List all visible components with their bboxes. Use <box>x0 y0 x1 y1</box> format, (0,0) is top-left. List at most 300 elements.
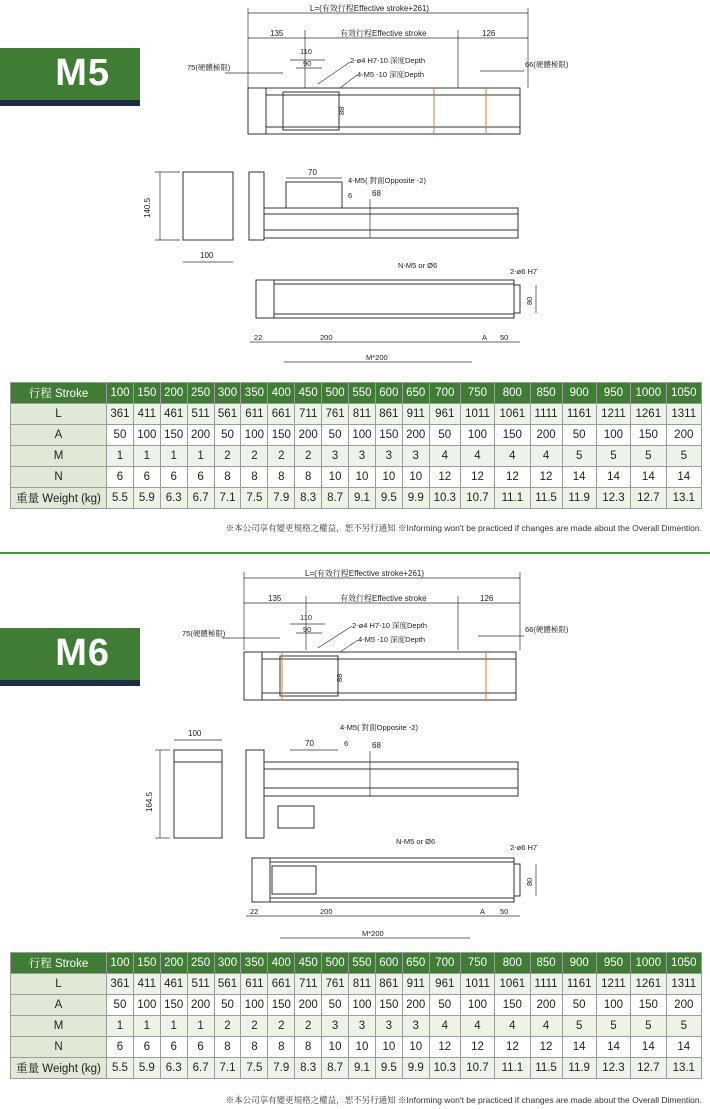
table-cell: 961 <box>429 974 460 995</box>
table-cell: 200 <box>402 425 429 446</box>
table-cell: 10 <box>402 1037 429 1058</box>
m5-bottom-view <box>250 261 537 362</box>
table-cell: 4 <box>530 446 562 467</box>
table-cell: A <box>11 995 107 1016</box>
m5-footnote: ※本公司享有變更規格之權益，恕不另行通知 ※Informing won't be practiced if changes are made about the Overall Dimention. <box>225 523 702 533</box>
table-cell: 500 <box>322 953 349 974</box>
table-cell: 650 <box>402 383 429 404</box>
table-cell: 1111 <box>530 974 562 995</box>
table-cell: 411 <box>133 974 160 995</box>
table-cell: 1 <box>187 1016 214 1037</box>
m5-dim-total: L=(有效行程Effective stroke+261) <box>310 4 430 13</box>
table-cell: 200 <box>530 425 562 446</box>
table-cell: 2 <box>214 446 241 467</box>
table-cell: 800 <box>495 953 530 974</box>
table-cell: 5 <box>596 446 630 467</box>
table-cell: 5 <box>666 446 701 467</box>
table-cell: 6 <box>160 1037 187 1058</box>
table-cell: 11.5 <box>530 1058 562 1079</box>
table-cell: 3 <box>322 446 349 467</box>
m5-dim-200: 200 <box>320 333 333 342</box>
table-cell: 8 <box>214 1037 241 1058</box>
m5-top-view <box>187 3 569 134</box>
table-cell: 7.9 <box>268 488 295 509</box>
m6-stroke-label: 行程 Stroke <box>11 953 107 974</box>
table-row <box>11 425 702 446</box>
table-cell: 12 <box>429 467 460 488</box>
table-cell: 2 <box>241 446 268 467</box>
table-cell: 4 <box>429 446 460 467</box>
table-cell: 861 <box>375 404 402 425</box>
table-cell: 4 <box>495 446 530 467</box>
table-cell: 8.3 <box>295 488 322 509</box>
m5-dim-left: 135 <box>270 29 284 38</box>
m5-hole-label-2: 4-M5 -10 深度Depth <box>357 70 425 79</box>
table-cell: 100 <box>241 425 268 446</box>
table-cell: 1011 <box>460 974 494 995</box>
table-cell: 150 <box>495 995 530 1016</box>
m5-dim-a: A <box>482 333 488 342</box>
table-cell: 1000 <box>631 953 666 974</box>
m5-dim-140: 140.5 <box>143 197 152 218</box>
table-cell: 611 <box>241 974 268 995</box>
table-cell: 950 <box>596 953 630 974</box>
table-cell: 8 <box>214 467 241 488</box>
table-cell: 50 <box>107 425 134 446</box>
table-cell: 711 <box>295 974 322 995</box>
table-cell: 11.9 <box>562 1058 596 1079</box>
table-cell: 2 <box>214 1016 241 1037</box>
table-cell: 14 <box>631 467 666 488</box>
table-cell: 50 <box>214 995 241 1016</box>
table-cell: 5 <box>631 446 666 467</box>
table-cell: 8 <box>295 1037 322 1058</box>
table-cell: 250 <box>187 383 214 404</box>
table-cell: 9.5 <box>375 488 402 509</box>
table-cell: 7.9 <box>268 1058 295 1079</box>
m6-drawing <box>0 566 710 946</box>
m6-dim-a: A <box>480 907 486 916</box>
table-cell: 1061 <box>495 974 530 995</box>
m6-limit-left: 75(硬體極限) <box>182 629 226 638</box>
table-cell: 1161 <box>562 404 596 425</box>
table-cell: M <box>11 446 107 467</box>
table-cell: 1000 <box>631 383 666 404</box>
m5-dim-m200: M*200 <box>366 353 388 362</box>
m5-dim-right: 126 <box>482 29 496 38</box>
table-cell: L <box>11 404 107 425</box>
table-cell: 600 <box>375 953 402 974</box>
table-cell: 600 <box>375 383 402 404</box>
table-cell: 4 <box>460 1016 494 1037</box>
m5-dim-6: 6 <box>348 191 353 200</box>
table-cell: 5.5 <box>107 488 134 509</box>
table-cell: 3 <box>349 1016 376 1037</box>
table-cell: 5 <box>631 1016 666 1037</box>
m6-dim-50: 50 <box>500 907 509 916</box>
table-cell: 2 <box>241 1016 268 1037</box>
table-cell: 1311 <box>666 974 701 995</box>
table-cell: 561 <box>214 974 241 995</box>
table-cell: 10 <box>349 467 376 488</box>
table-cell: 400 <box>268 383 295 404</box>
table-cell: 6 <box>187 1037 214 1058</box>
table-cell: 900 <box>562 953 596 974</box>
m6-dim-m200: M*200 <box>362 929 384 938</box>
table-cell: 461 <box>160 974 187 995</box>
table-cell: 811 <box>349 974 376 995</box>
m5-dim-80: 80 <box>525 296 534 305</box>
table-cell: 150 <box>375 995 402 1016</box>
table-cell: 50 <box>107 995 134 1016</box>
table-cell: 10 <box>402 467 429 488</box>
table-cell: 4 <box>429 1016 460 1037</box>
m6-dim-22: 22 <box>250 907 259 916</box>
table-cell: 1261 <box>631 974 666 995</box>
m6-dim-w100: 100 <box>188 729 202 738</box>
table-cell: 2 <box>295 446 322 467</box>
m5-dim-22: 22 <box>254 333 263 342</box>
table-cell: 150 <box>268 995 295 1016</box>
table-cell: 1211 <box>596 404 630 425</box>
table-cell: 1261 <box>631 404 666 425</box>
table-cell: 1 <box>160 446 187 467</box>
table-cell: 1 <box>187 446 214 467</box>
m5-dim-88: 88 <box>337 106 346 115</box>
table-cell: 5 <box>562 446 596 467</box>
m6-nm-label: N-M5 or Ø6 <box>396 837 436 846</box>
table-cell: 5.9 <box>133 1058 160 1079</box>
table-cell: 1050 <box>666 383 701 404</box>
table-row <box>11 488 702 509</box>
table-cell: 411 <box>133 404 160 425</box>
m5-nm-label: N-M5 or Ø6 <box>398 261 438 270</box>
table-cell: 2 <box>295 1016 322 1037</box>
table-cell: 4 <box>460 446 494 467</box>
table-cell: 6 <box>133 1037 160 1058</box>
table-cell: 14 <box>596 467 630 488</box>
m5-dim-90: 90 <box>303 59 312 68</box>
table-cell: 350 <box>241 383 268 404</box>
m6-table-header-row <box>11 953 702 974</box>
m6-dim-68: 68 <box>372 741 381 750</box>
table-cell: 150 <box>495 425 530 446</box>
table-cell: 11.1 <box>495 1058 530 1079</box>
table-cell: 200 <box>402 995 429 1016</box>
table-cell: 12 <box>429 1037 460 1058</box>
table-cell: 100 <box>107 953 134 974</box>
table-cell: 6 <box>187 467 214 488</box>
table-cell: 14 <box>666 467 701 488</box>
table-cell: 重量 Weight (kg) <box>11 1058 107 1079</box>
table-cell: 200 <box>187 995 214 1016</box>
table-cell: 7.1 <box>214 488 241 509</box>
table-cell: 9.9 <box>402 1058 429 1079</box>
table-cell: 50 <box>429 425 460 446</box>
table-cell: 850 <box>530 953 562 974</box>
table-cell: 8.3 <box>295 1058 322 1079</box>
table-cell: 12 <box>530 1037 562 1058</box>
table-cell: 100 <box>133 425 160 446</box>
m5-drawing <box>0 0 710 372</box>
table-cell: 200 <box>187 425 214 446</box>
table-cell: 12.7 <box>631 1058 666 1079</box>
table-row <box>11 1037 702 1058</box>
table-cell: 911 <box>402 404 429 425</box>
table-cell: 961 <box>429 404 460 425</box>
table-cell: 4 <box>495 1016 530 1037</box>
table-cell: 750 <box>460 383 494 404</box>
table-row <box>11 1058 702 1079</box>
table-cell: 5.9 <box>133 488 160 509</box>
m6-opp-label: 4-M5( 對面Opposite -2) <box>340 723 418 732</box>
m5-dim-70: 70 <box>308 168 317 177</box>
table-cell: 100 <box>596 995 630 1016</box>
table-cell: 5.5 <box>107 1058 134 1079</box>
table-cell: 200 <box>160 383 187 404</box>
table-cell: 1 <box>133 1016 160 1037</box>
table-cell: 8 <box>241 1037 268 1058</box>
table-cell: 6.3 <box>160 1058 187 1079</box>
m6-top-view <box>182 568 569 700</box>
m6-bottom-view <box>246 837 537 938</box>
table-cell: 450 <box>295 953 322 974</box>
table-cell: 3 <box>402 1016 429 1037</box>
m6-hole-label-2: 4-M5 -10 深度Depth <box>358 635 426 644</box>
table-cell: 6 <box>160 467 187 488</box>
table-cell: 761 <box>322 974 349 995</box>
table-cell: 1 <box>107 446 134 467</box>
table-cell: 重量 Weight (kg) <box>11 488 107 509</box>
table-cell: 150 <box>631 995 666 1016</box>
m6-model-label: M6 <box>55 632 110 674</box>
table-cell: 6 <box>107 1037 134 1058</box>
table-cell: 100 <box>349 995 376 1016</box>
m5-hole-label-1: 2-ø4 H7-10 深度Depth <box>350 56 426 65</box>
table-cell: 8 <box>268 467 295 488</box>
table-cell: 8.7 <box>322 1058 349 1079</box>
table-cell: 100 <box>107 383 134 404</box>
table-cell: 150 <box>133 383 160 404</box>
table-cell: 10 <box>322 467 349 488</box>
table-cell: 5 <box>562 1016 596 1037</box>
table-cell: 761 <box>322 404 349 425</box>
table-cell: 6.7 <box>187 488 214 509</box>
m5-limit-right: 66(硬體極限) <box>525 60 569 69</box>
table-cell: 850 <box>530 383 562 404</box>
m6-footnote: ※本公司享有變更規格之權益，恕不另行通知 ※Informing won't be practiced if changes are made about the Overall Dimention. <box>225 1095 702 1105</box>
table-cell: 50 <box>429 995 460 1016</box>
table-cell: 13.1 <box>666 488 701 509</box>
table-cell: 561 <box>214 404 241 425</box>
m6-dim-200: 200 <box>320 907 333 916</box>
table-cell: 511 <box>187 974 214 995</box>
table-cell: 200 <box>295 995 322 1016</box>
m6-pin-label: 2-ø6 H7 <box>510 843 538 852</box>
table-cell: 3 <box>322 1016 349 1037</box>
m5-dim-110: 110 <box>300 47 312 56</box>
table-cell: 100 <box>241 995 268 1016</box>
table-cell: 150 <box>160 425 187 446</box>
m6-dim-110: 110 <box>300 613 312 622</box>
table-cell: 14 <box>562 1037 596 1058</box>
table-cell: 11.1 <box>495 488 530 509</box>
m5-opp-label: 4-M5( 對面Opposite -2) <box>348 176 426 185</box>
table-row <box>11 995 702 1016</box>
table-cell: 14 <box>666 1037 701 1058</box>
table-cell: 650 <box>402 953 429 974</box>
table-cell: 611 <box>241 404 268 425</box>
table-cell: 950 <box>596 383 630 404</box>
table-cell: 361 <box>107 404 134 425</box>
table-cell: 12 <box>460 1037 494 1058</box>
table-row <box>11 446 702 467</box>
table-cell: 8 <box>268 1037 295 1058</box>
table-cell: 6 <box>107 467 134 488</box>
table-cell: 4 <box>530 1016 562 1037</box>
m6-dim-80: 80 <box>525 877 534 886</box>
table-cell: 450 <box>295 383 322 404</box>
table-cell: 350 <box>241 953 268 974</box>
table-cell: 711 <box>295 404 322 425</box>
m5-limit-left: 75(硬體極限) <box>187 63 231 72</box>
table-cell: 10.7 <box>460 488 494 509</box>
table-cell: 700 <box>429 383 460 404</box>
table-cell: 550 <box>349 953 376 974</box>
table-cell: 11.5 <box>530 488 562 509</box>
table-cell: 8 <box>241 467 268 488</box>
m6-dim-164: 164.5 <box>145 791 154 812</box>
m5-dim-68: 68 <box>372 189 381 198</box>
table-cell: 11.9 <box>562 488 596 509</box>
table-cell: 200 <box>666 425 701 446</box>
table-cell: 3 <box>375 446 402 467</box>
table-cell: 12.3 <box>596 1058 630 1079</box>
table-cell: 1311 <box>666 404 701 425</box>
table-cell: 10 <box>322 1037 349 1058</box>
m5-model-label: M5 <box>55 52 110 94</box>
table-cell: 150 <box>375 425 402 446</box>
table-cell: 10 <box>349 1037 376 1058</box>
table-cell: 1 <box>107 1016 134 1037</box>
table-cell: 8.7 <box>322 488 349 509</box>
table-cell: 461 <box>160 404 187 425</box>
table-cell: 10.7 <box>460 1058 494 1079</box>
m6-dim-6: 6 <box>344 739 349 748</box>
table-cell: 150 <box>133 953 160 974</box>
table-cell: 550 <box>349 383 376 404</box>
table-cell: 10.3 <box>429 488 460 509</box>
table-cell: 300 <box>214 383 241 404</box>
table-cell: 1061 <box>495 404 530 425</box>
table-cell: 200 <box>530 995 562 1016</box>
table-cell: 811 <box>349 404 376 425</box>
table-cell: 9.1 <box>349 1058 376 1079</box>
table-cell: 1111 <box>530 404 562 425</box>
table-cell: 6.7 <box>187 1058 214 1079</box>
table-cell: 10.3 <box>429 1058 460 1079</box>
m6-spec-table <box>10 952 702 1079</box>
table-cell: 12.7 <box>631 488 666 509</box>
m5-side-view <box>143 168 518 262</box>
table-cell: 1050 <box>666 953 701 974</box>
table-cell: 50 <box>322 995 349 1016</box>
table-cell: 800 <box>495 383 530 404</box>
table-cell: 2 <box>268 1016 295 1037</box>
table-cell: 6.3 <box>160 488 187 509</box>
table-cell: 1161 <box>562 974 596 995</box>
table-cell: 200 <box>666 995 701 1016</box>
table-cell: 2 <box>268 446 295 467</box>
table-cell: 100 <box>460 425 494 446</box>
m6-dim-left: 135 <box>268 594 282 603</box>
table-cell: 50 <box>562 995 596 1016</box>
table-cell: 12 <box>495 467 530 488</box>
table-cell: 5 <box>596 1016 630 1037</box>
table-cell: 1 <box>160 1016 187 1037</box>
table-row <box>11 974 702 995</box>
table-cell: 9.1 <box>349 488 376 509</box>
table-cell: 8 <box>295 467 322 488</box>
m5-stroke-label: 行程 Stroke <box>11 383 107 404</box>
table-cell: 100 <box>133 995 160 1016</box>
table-cell: 1 <box>133 446 160 467</box>
table-row <box>11 1016 702 1037</box>
m5-dim-mid: 有效行程Effective stroke <box>340 29 427 38</box>
table-cell: 511 <box>187 404 214 425</box>
table-cell: 10 <box>375 467 402 488</box>
table-cell: 12 <box>460 467 494 488</box>
table-cell: A <box>11 425 107 446</box>
table-cell: 9.9 <box>402 488 429 509</box>
m6-dim-total: L=(有效行程Effective stroke+261) <box>305 569 425 578</box>
table-cell: 911 <box>402 974 429 995</box>
table-cell: 12.3 <box>596 488 630 509</box>
table-cell: 7.5 <box>241 488 268 509</box>
m6-dim-right: 126 <box>480 594 494 603</box>
m6-dim-88: 88 <box>335 673 344 682</box>
table-cell: 250 <box>187 953 214 974</box>
table-cell: 12 <box>495 1037 530 1058</box>
table-cell: 6 <box>133 467 160 488</box>
table-cell: 500 <box>322 383 349 404</box>
table-cell: 150 <box>268 425 295 446</box>
table-cell: 3 <box>402 446 429 467</box>
m6-dim-90: 90 <box>303 625 312 634</box>
table-cell: 13.1 <box>666 1058 701 1079</box>
table-cell: 100 <box>349 425 376 446</box>
m5-spec-table <box>10 382 702 509</box>
table-cell: 200 <box>295 425 322 446</box>
section-divider <box>0 552 710 554</box>
table-cell: 14 <box>562 467 596 488</box>
table-cell: 9.5 <box>375 1058 402 1079</box>
table-cell: 50 <box>214 425 241 446</box>
table-cell: M <box>11 1016 107 1037</box>
table-cell: 100 <box>460 995 494 1016</box>
table-cell: N <box>11 1037 107 1058</box>
table-cell: 1211 <box>596 974 630 995</box>
table-cell: 1011 <box>460 404 494 425</box>
table-row <box>11 404 702 425</box>
table-cell: 50 <box>562 425 596 446</box>
table-cell: 14 <box>596 1037 630 1058</box>
table-cell: 200 <box>160 953 187 974</box>
table-cell: L <box>11 974 107 995</box>
m5-pin-label: 2-ø6 H7 <box>510 267 538 276</box>
m6-limit-right: 66(硬體極限) <box>525 625 569 634</box>
table-cell: 10 <box>375 1037 402 1058</box>
